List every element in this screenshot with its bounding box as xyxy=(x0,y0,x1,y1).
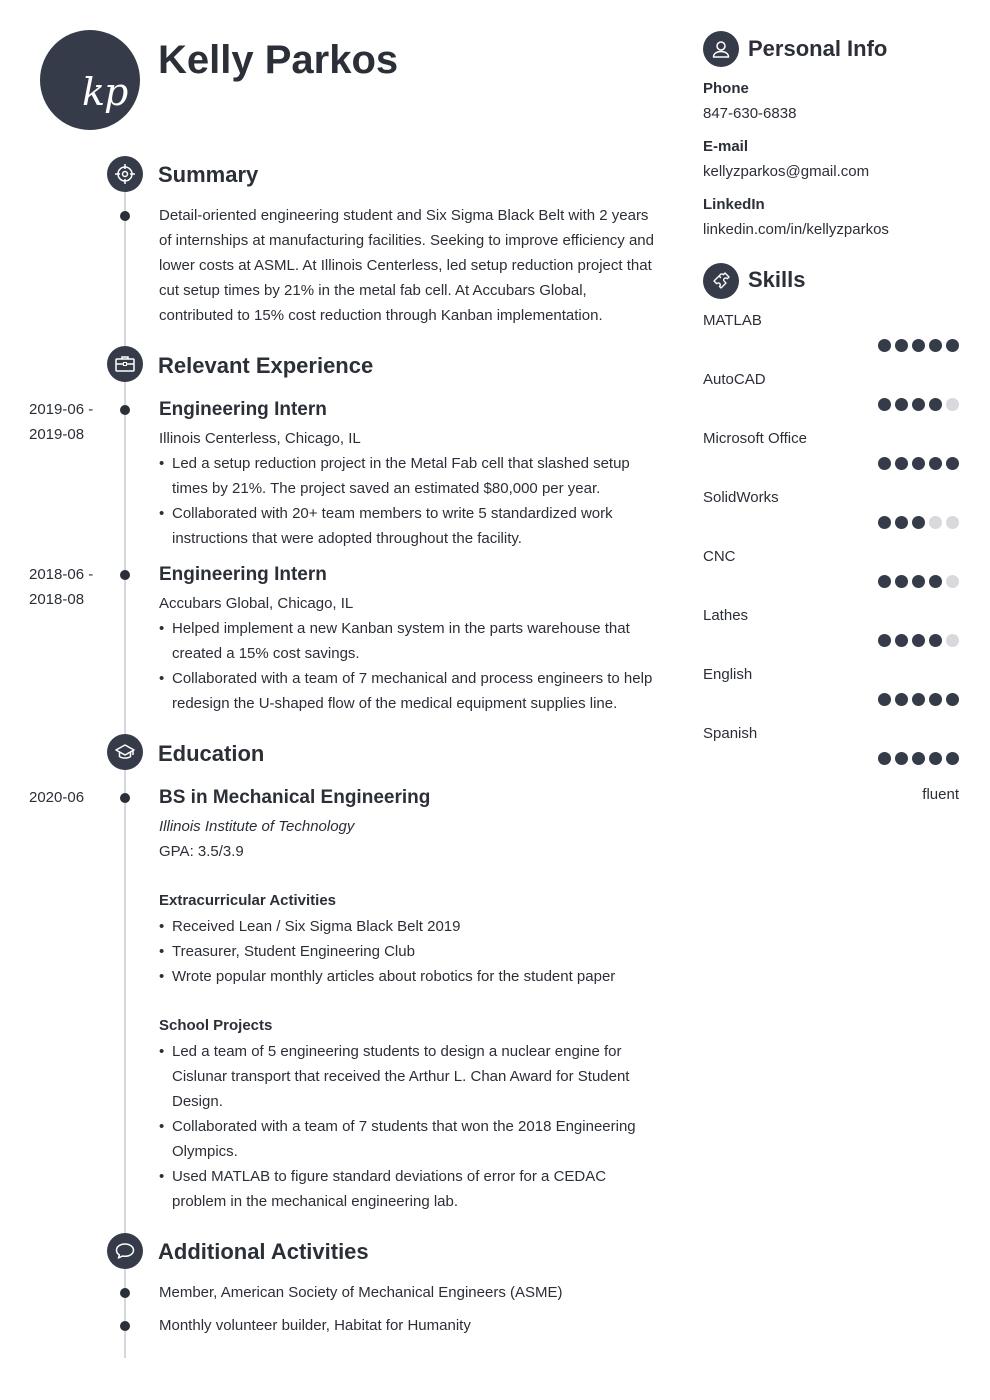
timeline-dot xyxy=(120,570,130,580)
avatar xyxy=(40,30,140,130)
email-label: E-mail xyxy=(703,138,749,155)
school-name: Illinois Institute of Technology xyxy=(159,818,355,835)
rating-dot-filled xyxy=(912,693,925,706)
job-company: Illinois Centerless, Chicago, IL xyxy=(159,430,361,447)
rating-dot-filled xyxy=(895,339,908,352)
extracurricular-title: Extracurricular Activities xyxy=(159,892,337,909)
rating-dot-filled xyxy=(895,516,908,529)
skill-rating xyxy=(878,752,959,765)
job-bullets xyxy=(159,616,659,716)
rating-dot-filled xyxy=(946,339,959,352)
timeline-dot xyxy=(120,1288,130,1298)
rating-dot-filled xyxy=(895,693,908,706)
rating-dot-filled xyxy=(895,457,908,470)
skill-name: Spanish xyxy=(703,725,758,742)
rating-dot-filled xyxy=(878,752,891,765)
rating-dot-filled xyxy=(929,752,942,765)
rating-dot-filled xyxy=(929,575,942,588)
rating-dot-filled xyxy=(929,457,942,470)
rating-dot-filled xyxy=(929,634,942,647)
rating-dot-filled xyxy=(878,634,891,647)
rating-dot-filled xyxy=(929,398,942,411)
skill-name: AutoCAD xyxy=(703,371,766,388)
list-item: • Treasurer, Student Engineering Club xyxy=(159,939,659,964)
gpa: GPA: 3.5/3.9 xyxy=(159,843,244,860)
job-company: Accubars Global, Chicago, IL xyxy=(159,595,354,612)
skill-name: CNC xyxy=(703,548,736,565)
experience-title: Relevant Experience xyxy=(158,353,374,378)
activity-item: Member, American Society of Mechanical Engineers (ASME) xyxy=(159,1284,563,1301)
phone-value: 847-630-6838 xyxy=(703,105,797,122)
degree-title: BS in Mechanical Engineering xyxy=(159,787,431,808)
rating-dot-filled xyxy=(946,457,959,470)
skill-name: English xyxy=(703,666,753,683)
activities-title: Additional Activities xyxy=(158,1239,369,1264)
job-bullet: • Helped implement a new Kanban system in the parts warehouse that created a 15% cost savings. xyxy=(159,616,659,666)
summary-title: Summary xyxy=(158,162,259,187)
rating-dot-filled xyxy=(878,516,891,529)
rating-dot-filled xyxy=(912,339,925,352)
puzzle-icon xyxy=(703,263,739,299)
job-bullet: • Collaborated with a team of 7 mechanical and process engineers to help redesign the U-shaped flow of the medical equipment supplies line. xyxy=(159,666,659,716)
rating-dot-empty xyxy=(929,516,942,529)
rating-dot-empty xyxy=(946,516,959,529)
skill-note: fluent xyxy=(922,786,959,803)
rating-dot-empty xyxy=(946,634,959,647)
rating-dot-filled xyxy=(878,398,891,411)
user-icon xyxy=(703,31,739,67)
rating-dot-filled xyxy=(878,693,891,706)
job-date-end: 2019-08 xyxy=(29,426,85,443)
list-item: • Led a team of 5 engineering students to design a nuclear engine for Cislunar transport that received the Arthur L. Chan Award for Student Design. xyxy=(159,1039,654,1114)
skills-title: Skills xyxy=(748,267,806,292)
job-bullet: • Led a setup reduction project in the Metal Fab cell that slashed setup times by 21%. The project saved an estimated $80,000 per year. xyxy=(159,451,649,501)
job-date-end: 2018-08 xyxy=(29,591,85,608)
linkedin-value[interactable]: linkedin.com/in/kellyzparkos xyxy=(703,221,889,238)
rating-dot-empty xyxy=(946,398,959,411)
list-item: • Used MATLAB to figure standard deviations of error for a CEDAC problem in the mechanical engineering lab. xyxy=(159,1164,654,1214)
skill-rating xyxy=(878,457,959,470)
skill-name: SolidWorks xyxy=(703,489,779,506)
timeline-dot xyxy=(120,405,130,415)
rating-dot-filled xyxy=(929,339,942,352)
skill-name: Lathes xyxy=(703,607,749,624)
rating-dot-filled xyxy=(912,575,925,588)
job-bullet: • Collaborated with 20+ team members to write 5 standardized work instructions that were adopted throughout the facility. xyxy=(159,501,649,551)
skill-rating xyxy=(878,398,959,411)
list-item: • Received Lean / Six Sigma Black Belt 2019 xyxy=(159,914,659,939)
rating-dot-filled xyxy=(946,752,959,765)
rating-dot-filled xyxy=(912,398,925,411)
rating-dot-filled xyxy=(912,516,925,529)
projects-list xyxy=(159,1039,654,1214)
rating-dot-filled xyxy=(878,575,891,588)
job-bullets xyxy=(159,451,649,551)
skill-rating xyxy=(878,634,959,647)
job-date-start: 2018-06 - xyxy=(29,566,94,583)
candidate-name: Kelly Parkos xyxy=(158,38,399,82)
rating-dot-filled xyxy=(912,634,925,647)
rating-dot-empty xyxy=(946,575,959,588)
skill-rating xyxy=(878,575,959,588)
list-item: • Collaborated with a team of 7 students that won the 2018 Engineering Olympics. xyxy=(159,1114,654,1164)
extracurricular-list xyxy=(159,914,659,989)
linkedin-label: LinkedIn xyxy=(703,196,765,213)
skill-rating xyxy=(878,693,959,706)
rating-dot-filled xyxy=(929,693,942,706)
timeline-dot xyxy=(120,793,130,803)
job-date-start: 2019-06 - xyxy=(29,401,94,418)
rating-dot-filled xyxy=(878,339,891,352)
rating-dot-filled xyxy=(895,575,908,588)
briefcase-icon xyxy=(107,346,143,382)
skill-name: Microsoft Office xyxy=(703,430,807,447)
rating-dot-filled xyxy=(895,398,908,411)
email-value[interactable]: kellyzparkos@gmail.com xyxy=(703,163,870,180)
rating-dot-filled xyxy=(878,457,891,470)
target-icon xyxy=(107,156,143,192)
rating-dot-filled xyxy=(912,752,925,765)
job-title: Engineering Intern xyxy=(159,564,327,585)
rating-dot-filled xyxy=(946,693,959,706)
avatar-initials: kp xyxy=(82,70,128,114)
rating-dot-filled xyxy=(895,634,908,647)
timeline-dot xyxy=(120,1321,130,1331)
skill-rating xyxy=(878,516,959,529)
projects-title: School Projects xyxy=(159,1017,273,1034)
activity-item: Monthly volunteer builder, Habitat for Humanity xyxy=(159,1317,471,1334)
education-title: Education xyxy=(158,741,265,766)
skill-rating xyxy=(878,339,959,352)
job-title: Engineering Intern xyxy=(159,399,327,420)
timeline-dot xyxy=(120,211,130,221)
education-date: 2020-06 xyxy=(29,789,85,806)
graduation-cap-icon xyxy=(107,734,143,770)
list-item: • Wrote popular monthly articles about robotics for the student paper xyxy=(159,964,659,989)
rating-dot-filled xyxy=(912,457,925,470)
phone-label: Phone xyxy=(703,80,749,97)
skill-name: MATLAB xyxy=(703,312,762,329)
summary-text: Detail-oriented engineering student and Six Sigma Black Belt with 2 years of internships at manufacturing facilities. Seeking to improve efficiency and lower costs at ASML. At Illinois Centerless, led setup reduction project that cut setup times by 21% in the metal fab cell. At Accubars Global, contributed to 15% cost reduction through Kanban implementation. xyxy=(159,207,654,324)
speech-bubble-icon xyxy=(107,1233,143,1269)
personal-info-title: Personal Info xyxy=(748,36,888,61)
rating-dot-filled xyxy=(895,752,908,765)
